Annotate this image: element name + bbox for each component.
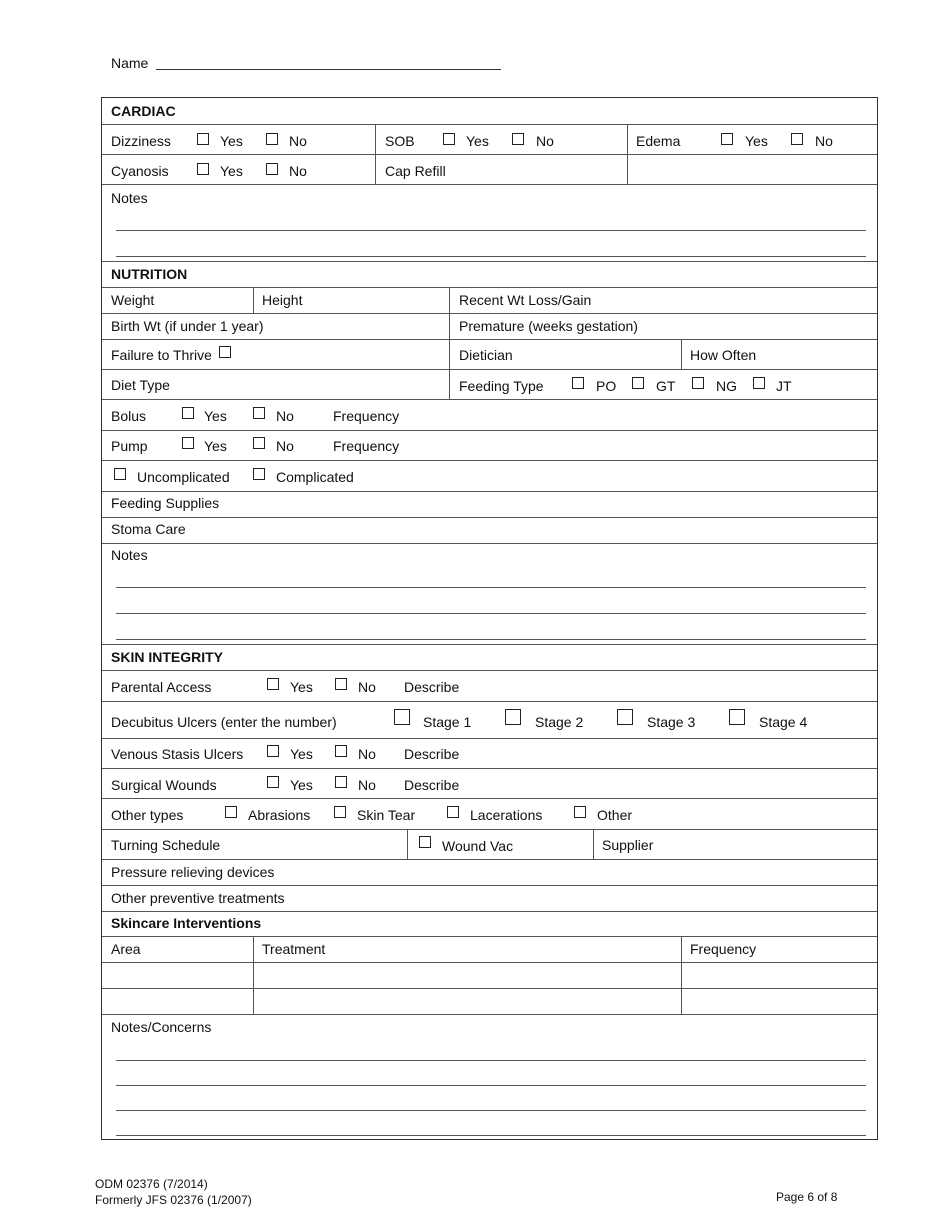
decubitus-label: Decubitus Ulcers (enter the number) bbox=[111, 714, 337, 730]
feeding-jt-checkbox[interactable] bbox=[753, 377, 765, 389]
form-id: ODM 02376 (7/2014) bbox=[95, 1177, 208, 1191]
lacerations-checkbox[interactable] bbox=[447, 806, 459, 818]
bolus-yes-label: Yes bbox=[204, 408, 227, 424]
sob-no-label: No bbox=[536, 133, 554, 149]
pump-yes-checkbox[interactable] bbox=[182, 437, 194, 449]
assessment-form bbox=[101, 97, 878, 1140]
failure-to-thrive-checkbox[interactable] bbox=[219, 346, 231, 358]
pump-no-checkbox[interactable] bbox=[253, 437, 265, 449]
notes-concerns-label: Notes/Concerns bbox=[111, 1019, 212, 1035]
nutrition-title: NUTRITION bbox=[111, 266, 188, 282]
sob-yes-checkbox[interactable] bbox=[443, 133, 455, 145]
feeding-gt-label: GT bbox=[656, 378, 676, 394]
cap-refill-label: Cap Refill bbox=[385, 163, 446, 179]
column-treatment: Treatment bbox=[262, 941, 326, 957]
venous-no-checkbox[interactable] bbox=[335, 745, 347, 757]
venous-no-label: No bbox=[358, 746, 376, 762]
skin-tear-checkbox[interactable] bbox=[334, 806, 346, 818]
weight-label: Weight bbox=[111, 292, 155, 308]
stage-3-label: Stage 3 bbox=[647, 714, 696, 730]
complicated-checkbox[interactable] bbox=[253, 468, 265, 480]
cardiac-title: CARDIAC bbox=[111, 103, 176, 119]
cyanosis-no-label: No bbox=[289, 163, 307, 179]
dietician-label: Dietician bbox=[459, 347, 513, 363]
feeding-jt-label: JT bbox=[776, 378, 792, 394]
pump-no-label: No bbox=[276, 438, 294, 454]
cyanosis-no-checkbox[interactable] bbox=[266, 163, 278, 175]
other-label: Other bbox=[597, 807, 633, 823]
cyanosis-yes-checkbox[interactable] bbox=[197, 163, 209, 175]
turning-label: Turning Schedule bbox=[111, 837, 221, 853]
name-field[interactable] bbox=[156, 69, 501, 70]
surgical-yes-label: Yes bbox=[290, 777, 313, 793]
sob-no-checkbox[interactable] bbox=[512, 133, 524, 145]
cardiac-notes-line[interactable] bbox=[116, 256, 866, 257]
edema-yes-checkbox[interactable] bbox=[721, 133, 733, 145]
parental-access-yes-label: Yes bbox=[290, 679, 313, 695]
feeding-ng-checkbox[interactable] bbox=[692, 377, 704, 389]
uncomplicated-checkbox[interactable] bbox=[114, 468, 126, 480]
bolus-frequency-label: Frequency bbox=[333, 408, 400, 424]
other-types-label: Other types bbox=[111, 807, 184, 823]
pump-yes-label: Yes bbox=[204, 438, 227, 454]
sob-yes-label: Yes bbox=[466, 133, 489, 149]
feeding-po-checkbox[interactable] bbox=[572, 377, 584, 389]
abrasions-label: Abrasions bbox=[248, 807, 311, 823]
stage-4-label: Stage 4 bbox=[759, 714, 808, 730]
formerly-id: Formerly JFS 02376 (1/2007) bbox=[95, 1193, 252, 1207]
edema-no-label: No bbox=[815, 133, 833, 149]
notes-concerns-line[interactable] bbox=[116, 1110, 866, 1111]
preventive-label: Other preventive treatments bbox=[111, 890, 285, 906]
bolus-label: Bolus bbox=[111, 408, 147, 424]
bolus-yes-checkbox[interactable] bbox=[182, 407, 194, 419]
other-checkbox[interactable] bbox=[574, 806, 586, 818]
dizziness-label: Dizziness bbox=[111, 133, 171, 149]
birth-wt-label: Birth Wt (if under 1 year) bbox=[111, 318, 264, 334]
pump-frequency-label: Frequency bbox=[333, 438, 400, 454]
cardiac-notes-label: Notes bbox=[111, 190, 148, 206]
name-label: Name bbox=[111, 55, 149, 71]
parental-access-no-checkbox[interactable] bbox=[335, 678, 347, 690]
diet-type-label: Diet Type bbox=[111, 377, 170, 393]
bolus-no-checkbox[interactable] bbox=[253, 407, 265, 419]
recent-wt-label: Recent Wt Loss/Gain bbox=[459, 292, 592, 308]
nutrition-notes-line[interactable] bbox=[116, 613, 866, 614]
wound-vac-checkbox[interactable] bbox=[419, 836, 431, 848]
page-number: Page 6 of 8 bbox=[776, 1190, 838, 1204]
interventions-title: Skincare Interventions bbox=[111, 915, 262, 931]
how-often-label: How Often bbox=[690, 347, 757, 363]
surgical-no-checkbox[interactable] bbox=[335, 776, 347, 788]
pump-label: Pump bbox=[111, 438, 148, 454]
wound-vac-label: Wound Vac bbox=[442, 838, 514, 854]
height-label: Height bbox=[262, 292, 303, 308]
uncomplicated-label: Uncomplicated bbox=[137, 469, 230, 485]
skin-integrity-title: SKIN INTEGRITY bbox=[111, 649, 224, 665]
dizziness-yes-label: Yes bbox=[220, 133, 243, 149]
nutrition-notes-label: Notes bbox=[111, 547, 148, 563]
feeding-ng-label: NG bbox=[716, 378, 737, 394]
pressure-label: Pressure relieving devices bbox=[111, 864, 275, 880]
dizziness-no-checkbox[interactable] bbox=[266, 133, 278, 145]
venous-label: Venous Stasis Ulcers bbox=[111, 746, 244, 762]
parental-access-label: Parental Access bbox=[111, 679, 212, 695]
sob-label: SOB bbox=[385, 133, 415, 149]
skin-tear-label: Skin Tear bbox=[357, 807, 416, 823]
failure-to-thrive-label: Failure to Thrive bbox=[111, 347, 212, 363]
stage-1-box[interactable] bbox=[394, 709, 410, 725]
bolus-no-label: No bbox=[276, 408, 294, 424]
cardiac-notes-line[interactable] bbox=[116, 230, 866, 231]
cyanosis-yes-label: Yes bbox=[220, 163, 243, 179]
feeding-po-label: PO bbox=[596, 378, 617, 394]
cyanosis-label: Cyanosis bbox=[111, 163, 169, 179]
venous-describe-label: Describe bbox=[404, 746, 460, 762]
parental-access-no-label: No bbox=[358, 679, 376, 695]
stage-3-box[interactable] bbox=[617, 709, 633, 725]
surgical-yes-checkbox[interactable] bbox=[267, 776, 279, 788]
notes-concerns-line[interactable] bbox=[116, 1135, 866, 1136]
dizziness-no-label: No bbox=[289, 133, 307, 149]
stage-2-box[interactable] bbox=[505, 709, 521, 725]
notes-concerns-line[interactable] bbox=[116, 1060, 866, 1061]
supplier-label: Supplier bbox=[602, 837, 654, 853]
stoma-care-label: Stoma Care bbox=[111, 521, 186, 537]
venous-yes-checkbox[interactable] bbox=[267, 745, 279, 757]
dizziness-yes-checkbox[interactable] bbox=[197, 133, 209, 145]
parental-access-describe-label: Describe bbox=[404, 679, 460, 695]
venous-yes-label: Yes bbox=[290, 746, 313, 762]
lacerations-label: Lacerations bbox=[470, 807, 543, 823]
notes-concerns-line[interactable] bbox=[116, 1085, 866, 1086]
stage-2-label: Stage 2 bbox=[535, 714, 584, 730]
column-area: Area bbox=[111, 941, 141, 957]
nutrition-notes-line[interactable] bbox=[116, 587, 866, 588]
column-frequency: Frequency bbox=[690, 941, 757, 957]
feeding-type-label: Feeding Type bbox=[459, 378, 544, 394]
edema-no-checkbox[interactable] bbox=[791, 133, 803, 145]
edema-label: Edema bbox=[636, 133, 681, 149]
surgical-no-label: No bbox=[358, 777, 376, 793]
surgical-label: Surgical Wounds bbox=[111, 777, 217, 793]
nutrition-notes-line[interactable] bbox=[116, 639, 866, 640]
feeding-supplies-label: Feeding Supplies bbox=[111, 495, 220, 511]
edema-yes-label: Yes bbox=[745, 133, 768, 149]
feeding-gt-checkbox[interactable] bbox=[632, 377, 644, 389]
stage-4-box[interactable] bbox=[729, 709, 745, 725]
abrasions-checkbox[interactable] bbox=[225, 806, 237, 818]
premature-label: Premature (weeks gestation) bbox=[459, 318, 638, 334]
parental-access-yes-checkbox[interactable] bbox=[267, 678, 279, 690]
complicated-label: Complicated bbox=[276, 469, 354, 485]
surgical-describe-label: Describe bbox=[404, 777, 460, 793]
stage-1-label: Stage 1 bbox=[423, 714, 472, 730]
